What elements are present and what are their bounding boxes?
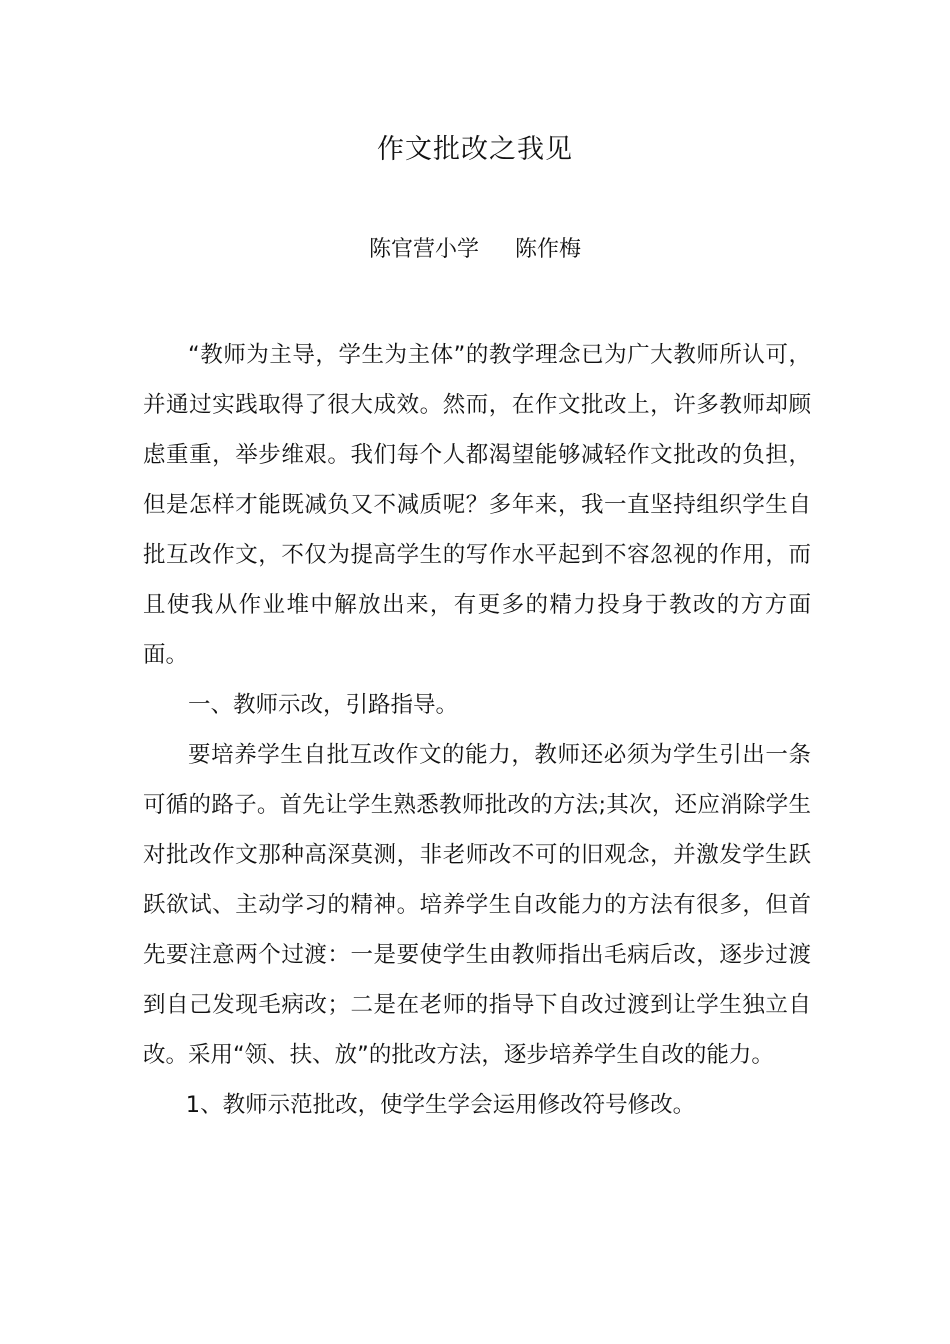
- body-paragraph: “教师为主导，学生为主体”的教学理念已为广大教师所认可，并通过实践取得了很大成效。然而，在作文批改上，许多教师却顾虑重重，举步维艰。我们每个人都渴望能够减轻作文批改的负担，但是怎样才能既减负又不减质呢？多年来，我一直坚持组织学生自批互改作文，不仅为提高学生的写作水平起到不容忽视的作用，而且使我从作业堆中解放出来，有更多的精力投身于教改的方方面面。: [143, 342, 811, 668]
- document-title: 作文批改之我见: [377, 134, 573, 165]
- section-heading: 一、教师示改，引路指导。: [188, 692, 459, 718]
- byline: [0, 234, 950, 266]
- document-body: [143, 330, 811, 1130]
- author-school: 陈官营小学: [368, 237, 479, 262]
- numbered-item: 1、教师示范批改，使学生学会运用修改符号修改。: [185, 1092, 696, 1118]
- author-name: 陈作梅: [515, 237, 582, 262]
- body-paragraph: 要培养学生自批互改作文的能力，教师还必须为学生引出一条可循的路子。首先让学生熟悉教师批改的方法;其次，还应消除学生对批改作文那种高深莫测，非老师改不可的旧观念，并激发学生跃跃欲试、主动学习的精神。培养学生自改能力的方法有很多，但首先要注意两个过渡：一是要使学生由教师指出毛病后改，逐步过渡到自己发现毛病改；二是在老师的指导下自改过渡到让学生独立自改。采用“领、扶、放”的批改方法，逐步培养学生自改的能力。: [143, 742, 811, 1068]
